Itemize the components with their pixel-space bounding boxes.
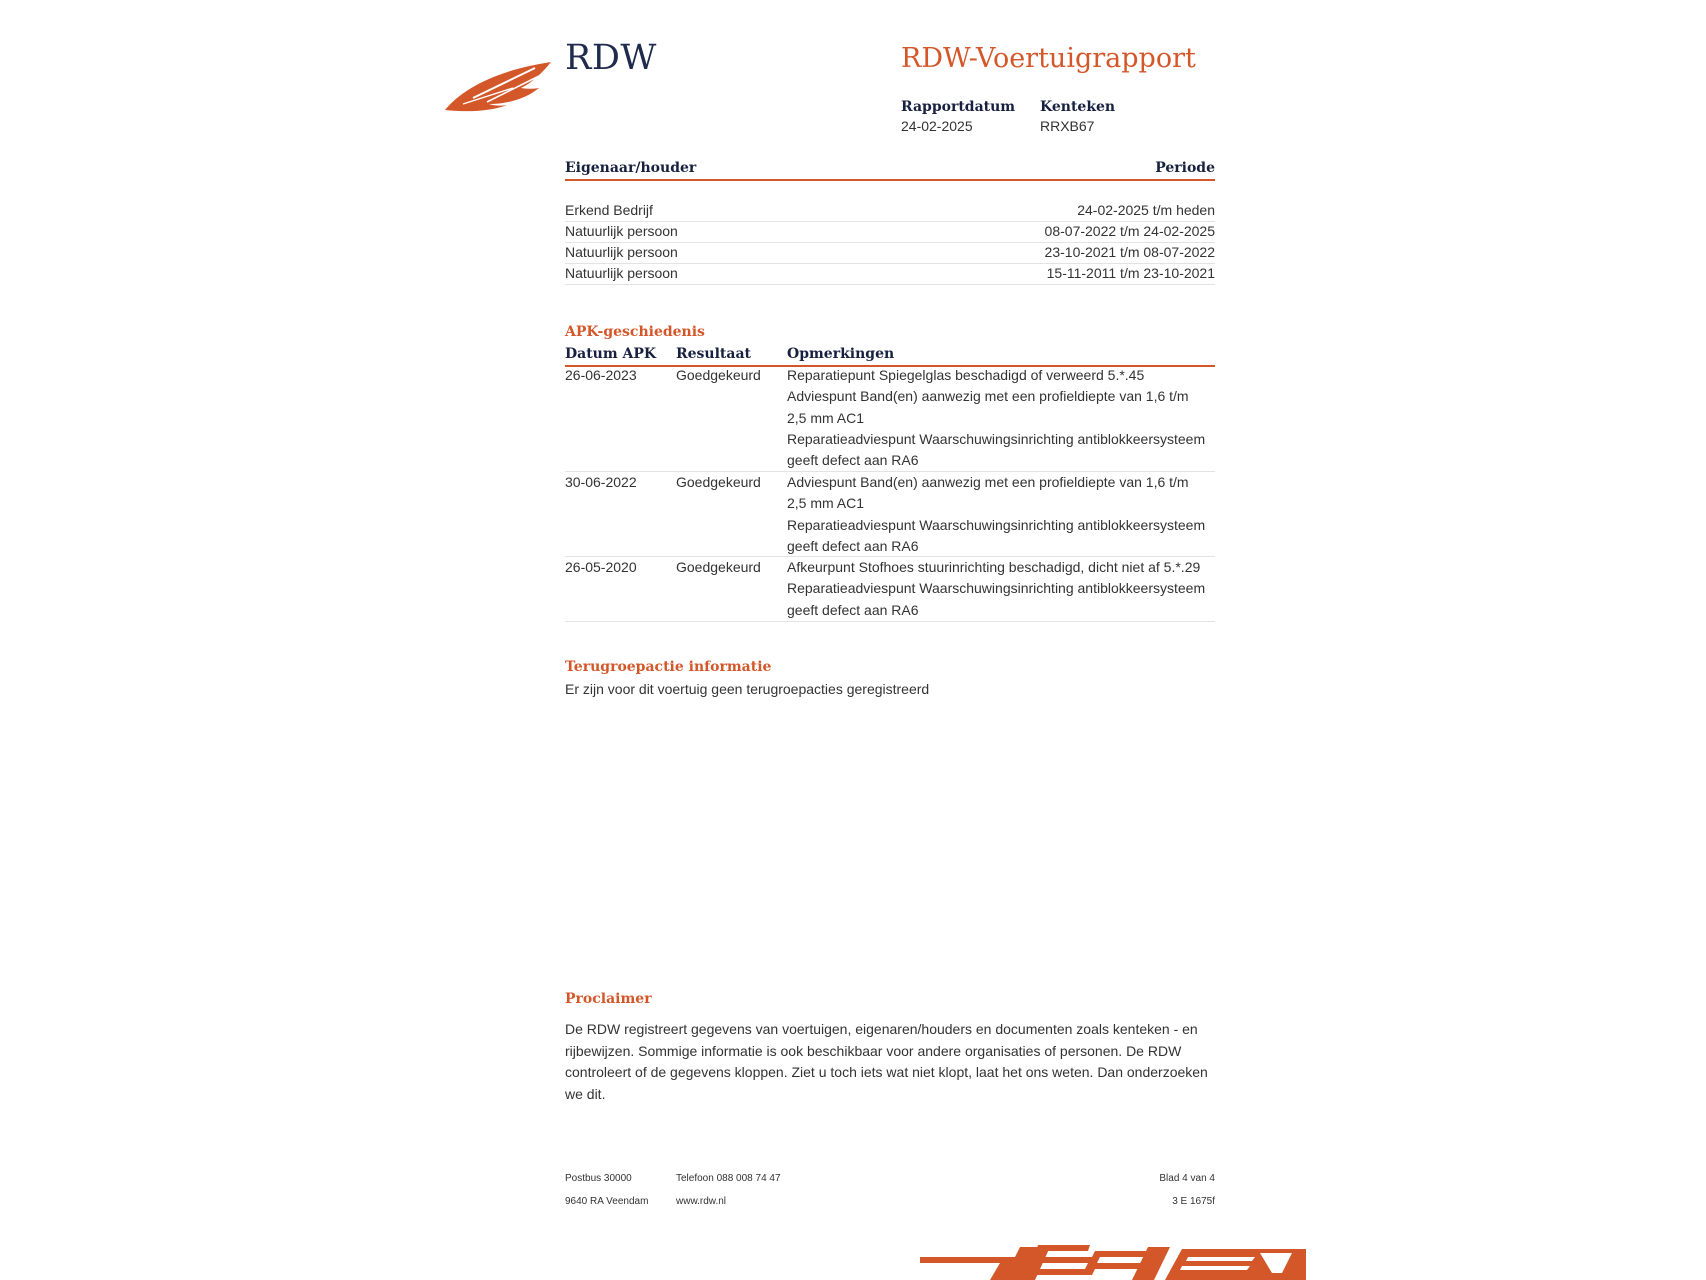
- proclaimer-title: Proclaimer: [565, 991, 652, 1007]
- recall-text: Er zijn voor dit voertuig geen terugroepacties geregistreerd: [565, 681, 930, 697]
- apk-remark: Reparatiepunt Spiegelglas beschadigd of verweerd 5.*.45: [787, 367, 1145, 383]
- apk-result: Goedgekeurd: [676, 474, 761, 490]
- owner-type: Natuurlijk persoon: [565, 265, 678, 281]
- owner-type: Erkend Bedrijf: [565, 202, 653, 218]
- proclaimer-text: De RDW registreert gegevens van voertuigen, eigenaren/houders en documenten zoals kenteken - en rijbewijzen. Sommige informatie is ook beschikbaar voor andere organisaties of personen. De RDW controleert of de gegevens kloppen. Ziet u toch iets wat niet klopt, laat het ons weten. Dan onderzoeken we dit.: [565, 1021, 1208, 1102]
- footer-phone: Telefoon 088 008 74 47: [676, 1173, 781, 1184]
- apk-date: 30-06-2022: [565, 474, 637, 490]
- rdw-feather-logo-icon: [443, 58, 553, 114]
- apk-result: Goedgekeurd: [676, 559, 761, 575]
- footer-code: 3 E 1675f: [1172, 1196, 1215, 1207]
- apk-row: [565, 472, 1215, 557]
- page-title: RDW-Voertuigrapport: [901, 43, 1196, 74]
- apk-remark: Reparatieadviespunt Waarschuwingsinrichting antiblokkeersysteem geeft defect aan RA6: [787, 430, 1206, 469]
- owner-type: Natuurlijk persoon: [565, 244, 678, 260]
- apk-remark: Reparatieadviespunt Waarschuwingsinrichting antiblokkeersysteem geeft defect aan RA6: [787, 580, 1206, 618]
- owner-period: 23-10-2021 t/m 08-07-2022: [1044, 244, 1215, 260]
- apk-row: [565, 557, 1215, 622]
- apk-section-title: APK-geschiedenis: [565, 324, 705, 340]
- footer-city: 9640 RA Veendam: [565, 1196, 649, 1207]
- apk-date: 26-05-2020: [565, 559, 637, 575]
- apk-table: [565, 365, 1215, 625]
- apk-row: [565, 365, 1215, 472]
- owner-period: 08-07-2022 t/m 24-02-2025: [1044, 223, 1215, 239]
- owners-col-period: Periode: [1155, 160, 1215, 176]
- owner-row: [565, 221, 1215, 243]
- apk-col-remarks: Opmerkingen: [787, 346, 895, 362]
- brand-name: RDW: [565, 38, 657, 78]
- owner-period: 15-11-2011 t/m 23-10-2021: [1046, 265, 1215, 281]
- recall-section-title: Terugroepactie informatie: [565, 659, 772, 675]
- apk-remark: Afkeurpunt Stofhoes stuurinrichting beschadigd, dicht niet af 5.*.29: [787, 559, 1201, 575]
- report-date-value: 24-02-2025: [901, 118, 973, 134]
- apk-remarks: [787, 472, 1207, 557]
- apk-remark: Reparatieadviespunt Waarschuwingsinrichting antiblokkeersysteem geeft defect aan RA6: [787, 516, 1206, 554]
- report-date-label: Rapportdatum: [901, 99, 1016, 115]
- plate-value: RRXB67: [1040, 118, 1095, 134]
- plate-label: Kenteken: [1040, 99, 1116, 115]
- owner-period: 24-02-2025 t/m heden: [1077, 202, 1215, 218]
- apk-remarks: [787, 365, 1207, 471]
- owner-row: [565, 242, 1215, 264]
- apk-remark: Adviespunt Band(en) aanwezig met een profieldiepte van 1,6 t/m 2,5 mm AC1: [787, 474, 1189, 512]
- owners-header-rule: [565, 179, 1215, 181]
- owner-type: Natuurlijk persoon: [565, 223, 678, 239]
- footer-page-number: Blad 4 van 4: [1159, 1173, 1215, 1184]
- owners-col-owner: Eigenaar/houder: [565, 160, 697, 176]
- apk-result: Goedgekeurd: [676, 367, 761, 383]
- apk-col-date: Datum APK: [565, 346, 657, 362]
- rdw-stripes-graphic-icon: [920, 1243, 1306, 1280]
- footer-postbus: Postbus 30000: [565, 1173, 632, 1184]
- owner-row: [565, 263, 1215, 285]
- apk-date: 26-06-2023: [565, 367, 637, 383]
- owner-row: [565, 200, 1215, 222]
- footer-website[interactable]: www.rdw.nl: [676, 1196, 727, 1207]
- apk-remarks: [787, 557, 1207, 621]
- apk-col-result: Resultaat: [676, 346, 751, 362]
- apk-remark: Adviespunt Band(en) aanwezig met een profieldiepte van 1,6 t/m 2,5 mm AC1: [787, 388, 1189, 426]
- owners-list: [565, 200, 1215, 290]
